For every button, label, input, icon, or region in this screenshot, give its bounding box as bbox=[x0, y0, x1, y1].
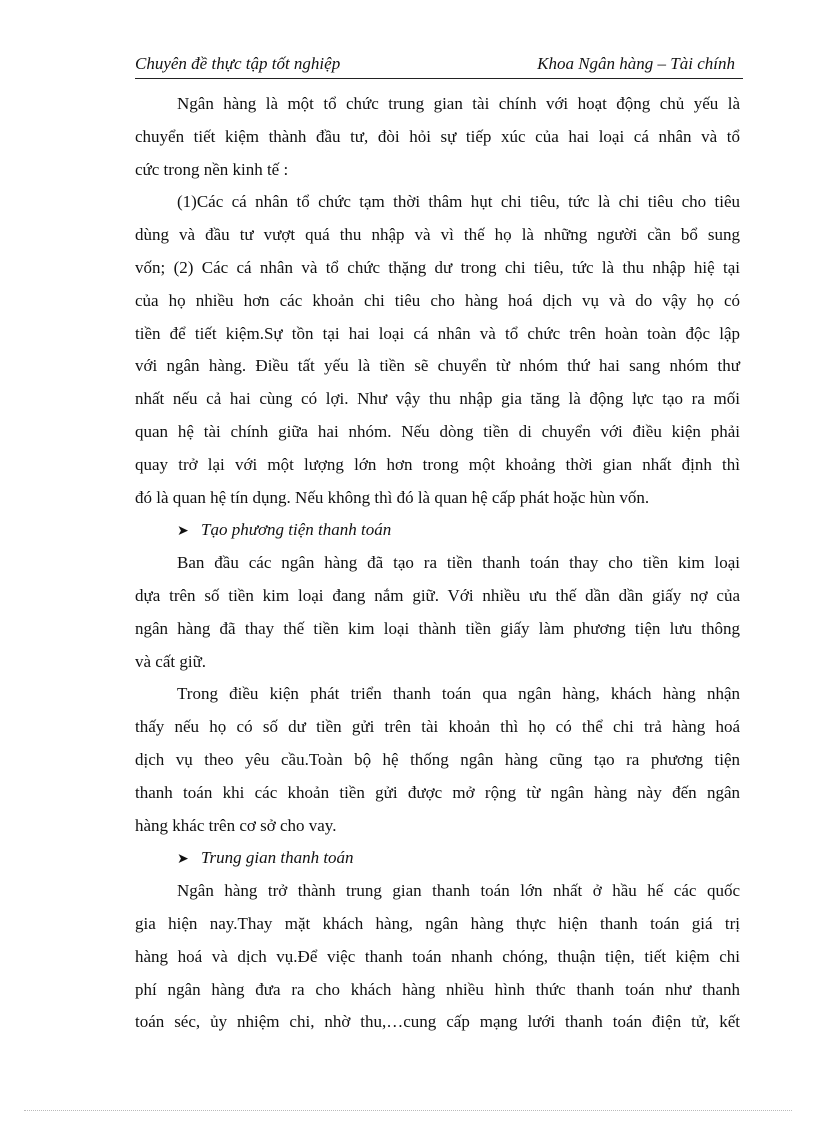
text-line: dựa trên số tiền kim loại đang nắm giữ. Với nhiều ưu thế dần dần giấy nợ của bbox=[135, 585, 740, 605]
section-heading-label: Trung gian thanh toán bbox=[201, 848, 354, 868]
text-line: nhất nếu cả hai cùng có lợi. Như vậy thu nhập gia tăng là động lực tạo ra mối bbox=[135, 389, 740, 409]
text-line: của họ nhiều hơn các khoản chi tiêu cho hàng hoá dịch vụ và do vậy họ có bbox=[135, 290, 740, 310]
text-line: ngân hàng đã thay thế tiền kim loại thành tiền giấy làm phương tiện lưu thông bbox=[135, 618, 740, 638]
text-line: Ngân hàng trở thành trung gian thanh toán lớn nhất ở hầu hế các quốc bbox=[177, 881, 740, 901]
text-line: quan hệ tài chính giữa hai nhóm. Nếu dòng tiền di chuyển với điều kiện phải bbox=[135, 421, 740, 441]
text-line: với ngân hàng. Điều tất yếu là tiền sẽ chuyển từ nhóm thứ hai sang nhóm thư bbox=[135, 356, 740, 376]
text-line: Trong điều kiện phát triển thanh toán qua ngân hàng, khách hàng nhận bbox=[177, 684, 740, 704]
text-line: cức trong nền kinh tế : bbox=[135, 159, 289, 179]
text-line: quay trở lại với một lượng lớn hơn trong một khoảng thời gian nhất định thì bbox=[135, 454, 740, 474]
text-line: vốn; (2) Các cá nhân và tổ chức thặng dư trong chi tiêu, tức là thu nhập hiệ tại bbox=[135, 257, 740, 277]
text-line: hàng hoá và dịch vụ.Để việc thanh toán nhanh chóng, thuận tiện, tiết kiệm chi bbox=[135, 946, 740, 966]
text-line: thấy nếu họ có số dư tiền gửi trên tài khoản thì họ có thể chi trả hàng hoá bbox=[135, 717, 740, 737]
page-footer-rule bbox=[24, 1110, 792, 1111]
section-heading-payment-intermediary bbox=[135, 842, 740, 875]
text-line: phí ngân hàng đưa ra cho khách hàng nhiều hình thức thanh toán như thanh bbox=[135, 979, 740, 999]
text-line: đó là quan hệ tín dụng. Nếu không thì đó là quan hệ cấp phát hoặc hùn vốn. bbox=[135, 487, 650, 507]
text-line: toán séc, ủy nhiệm chi, nhờ thu,…cung cấp mạng lưới thanh toán điện tử, kết bbox=[135, 1012, 740, 1032]
text-line: (1)Các cá nhân tổ chức tạm thời thâm hụt chi tiêu, tức là chi tiêu cho tiêu bbox=[177, 192, 740, 212]
arrow-bullet-icon: ➤ bbox=[177, 852, 189, 868]
page-header bbox=[135, 52, 743, 79]
text-line: tiền để tiết kiệm.Sự tồn tại hai loại cá nhân và tổ chức trên hoàn toàn độc lập bbox=[135, 323, 740, 343]
text-line: hàng khác trên cơ sở cho vay. bbox=[135, 815, 337, 835]
text-line: dịch vụ theo yêu cầu.Toàn bộ hệ thống ngân hàng cũng tạo ra phương tiện bbox=[135, 749, 740, 769]
section-heading-payment-means bbox=[135, 514, 740, 547]
section-heading-label: Tạo phương tiện thanh toán bbox=[201, 520, 392, 540]
text-line: Ban đầu các ngân hàng đã tạo ra tiền thanh toán thay cho tiền kim loại bbox=[177, 553, 740, 573]
text-line: và cất giữ. bbox=[135, 651, 207, 671]
text-line: gia hiện nay.Thay mặt khách hàng, ngân hàng thực hiện thanh toán giá trị bbox=[135, 913, 740, 933]
header-right-title: Khoa Ngân hàng – Tài chính bbox=[537, 54, 735, 73]
text-line: thanh toán khi các khoản tiền gửi được mở rộng từ ngân hàng này đến ngân bbox=[135, 782, 740, 802]
header-left-title: Chuyên đề thực tập tốt nghiệp bbox=[135, 54, 341, 73]
document-body bbox=[135, 88, 740, 1039]
arrow-bullet-icon: ➤ bbox=[177, 524, 189, 540]
text-line: Ngân hàng là một tổ chức trung gian tài chính với hoạt động chủ yếu là bbox=[177, 94, 740, 113]
text-line: chuyển tiết kiệm thành đầu tư, đòi hỏi sự tiếp xúc của hai loại cá nhân và tổ bbox=[135, 126, 740, 146]
text-line: dùng và đầu tư vượt quá thu nhập và vì thế họ là những người cần bổ sung bbox=[135, 225, 740, 245]
